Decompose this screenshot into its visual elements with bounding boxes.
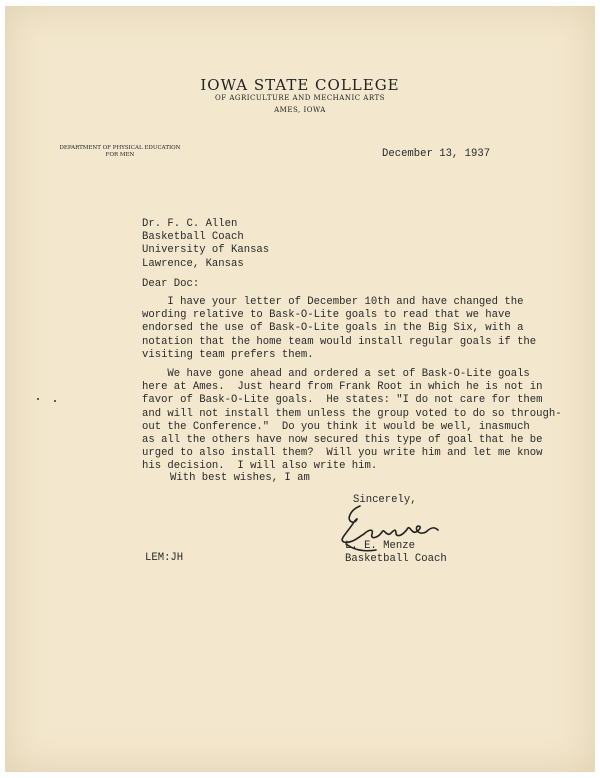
complimentary-close: Sincerely, <box>353 494 417 506</box>
letterhead-institution: IOWA STATE COLLEGE <box>200 76 400 94</box>
department-line2: FOR MEN <box>105 152 135 158</box>
body-paragraph-1: I have your letter of December 10th and have changed the wording relative to Bask-O-Lite goals to read that we have endorsed the use of Bask-O-Lite goals in the Big Six, with a notation that the home team would install regular goals if the visiting team prefers them. <box>142 296 537 361</box>
department-line1: DEPARTMENT OF PHYSICAL EDUCATION <box>59 145 181 151</box>
salutation: Dear Doc: <box>142 278 200 290</box>
signer-block <box>345 540 447 566</box>
closing-line: With best wishes, I am <box>170 472 310 484</box>
recipient-name: Dr. F. C. Allen <box>142 218 238 230</box>
reference-initials: LEM:JH <box>145 552 184 564</box>
recipient-org: University of Kansas <box>142 244 270 257</box>
paper-speck <box>37 398 39 400</box>
signer-name: L. E. Menze <box>345 540 415 552</box>
department-header <box>40 145 200 159</box>
letterhead-city: AMES, IOWA <box>274 106 326 114</box>
letterhead-subtitle: OF AGRICULTURE AND MECHANIC ARTS <box>215 94 385 102</box>
recipient-title: Basketball Coach <box>142 231 244 244</box>
paper-speck <box>54 400 56 402</box>
signer-title: Basketball Coach <box>345 553 447 566</box>
recipient-city: Lawrence, Kansas <box>142 257 244 270</box>
recipient-address <box>142 218 269 271</box>
body-paragraph-2: We have gone ahead and ordered a set of Bask-O-Lite goals here at Ames. Just heard from Frank Root in which he is not in favor of Bask-O-Lite goals. He states: "I do not care for them and will not install them unless the group voted to do so through- out the Conference." Do you think it would be well, inasmuch as all the others have now secured this type of goal that he be urged to also install them? Will you write him and let me know his decision. I will also write him. <box>142 368 562 473</box>
letter-date: December 13, 1937 <box>382 148 491 160</box>
